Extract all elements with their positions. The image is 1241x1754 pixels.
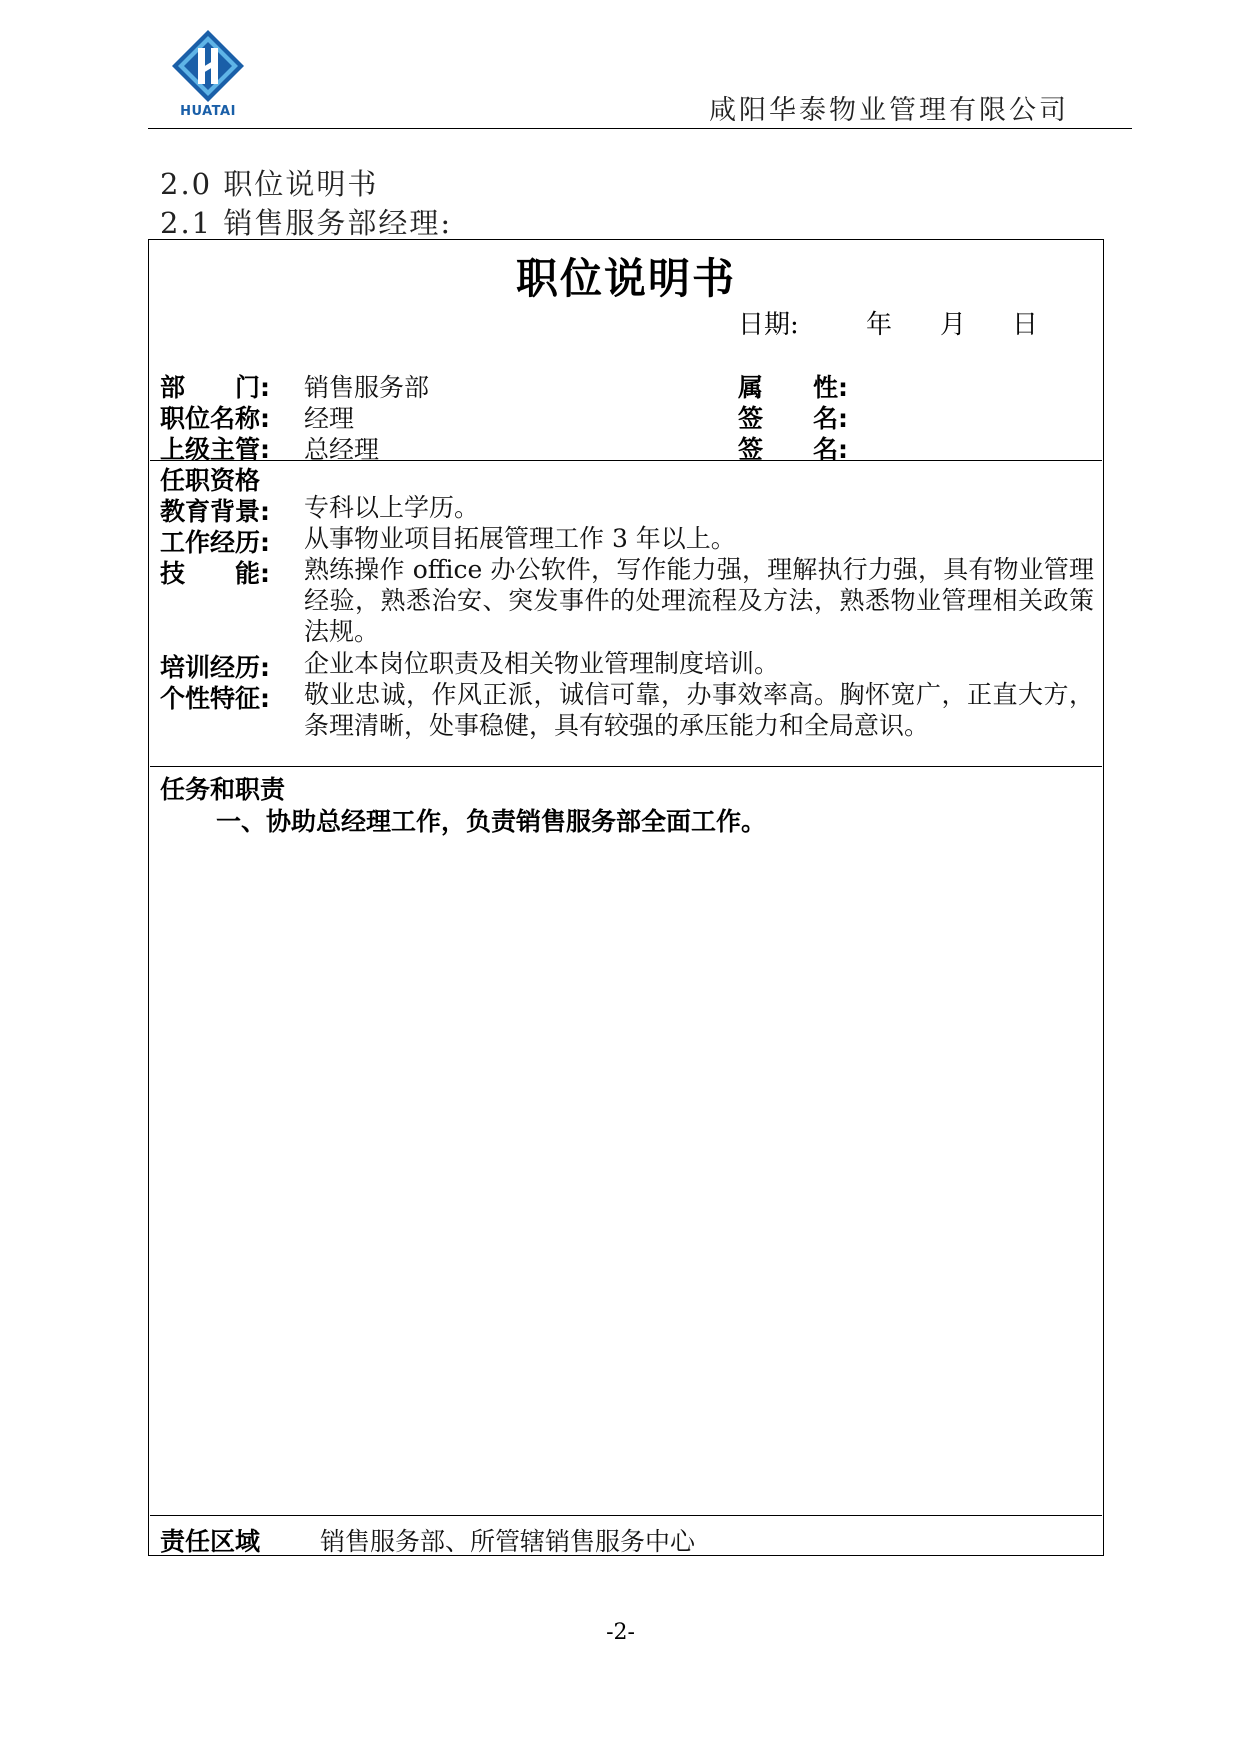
skills-label: 技 能:: [160, 559, 270, 588]
page-number: -2-: [606, 1620, 635, 1645]
position-value: 经理: [304, 404, 355, 433]
divider-qualifications: [150, 766, 1102, 767]
supervisor-label: 上级主管:: [160, 435, 270, 464]
header-rule: [148, 128, 1132, 129]
date-day: 日: [1012, 310, 1039, 340]
personality-value: 敬业忠诚，作风正派，诚信可靠，办事效率高。胸怀宽广，正直大方，条理清晰，处事稳健，具有较强的承压能力和全局意识。: [304, 680, 1094, 740]
experience-label: 工作经历:: [160, 528, 270, 557]
department-label: 部 门:: [160, 373, 270, 402]
training-label: 培训经历:: [160, 653, 270, 682]
job-description-form: [148, 239, 1104, 1556]
education-label: 教育背景:: [160, 497, 270, 526]
duties-heading: 任务和职责: [160, 775, 286, 804]
divider-duties: [150, 1515, 1102, 1516]
date-year: 年: [866, 310, 893, 340]
signature-label-1: 签 名:: [738, 404, 848, 433]
department-value: 销售服务部: [304, 373, 430, 402]
logo-wordmark: HUATAI: [180, 104, 236, 119]
section-heading-2-0: 2.0 职位说明书: [160, 167, 379, 201]
education-value: 专科以上学历。: [304, 493, 480, 522]
divider-basic-info: [150, 460, 1102, 461]
supervisor-value: 总经理: [304, 435, 380, 464]
skills-value: 熟练操作 office 办公软件，写作能力强，理解执行力强，具有物业管理经验，熟悉治安、突发事件的处理流程及方法，熟悉物业管理相关政策法规。: [304, 555, 1094, 646]
area-value: 销售服务部、所管辖销售服务中心: [320, 1527, 696, 1556]
company-logo: [168, 26, 248, 122]
huatai-logo-icon: [168, 26, 248, 106]
signature-label-2: 签 名:: [738, 435, 848, 464]
date-month: 月: [940, 310, 967, 340]
attribute-label: 属 性:: [738, 373, 848, 402]
personality-label: 个性特征:: [160, 684, 270, 713]
form-title: 职位说明书: [515, 254, 736, 303]
qualifications-heading: 任职资格: [160, 466, 261, 495]
duty-item-1: 一、协助总经理工作，负责销售服务部全面工作。: [216, 807, 767, 836]
date-label: 日期:: [738, 310, 799, 340]
company-name: 咸阳华泰物业管理有限公司: [709, 95, 1069, 126]
experience-value: 从事物业项目拓展管理工作 3 年以上。: [304, 524, 736, 553]
section-heading-2-1: 2.1 销售服务部经理:: [160, 206, 453, 240]
position-label: 职位名称:: [160, 404, 270, 433]
area-label: 责任区域: [160, 1527, 261, 1556]
training-value: 企业本岗位职责及相关物业管理制度培训。: [304, 649, 780, 678]
